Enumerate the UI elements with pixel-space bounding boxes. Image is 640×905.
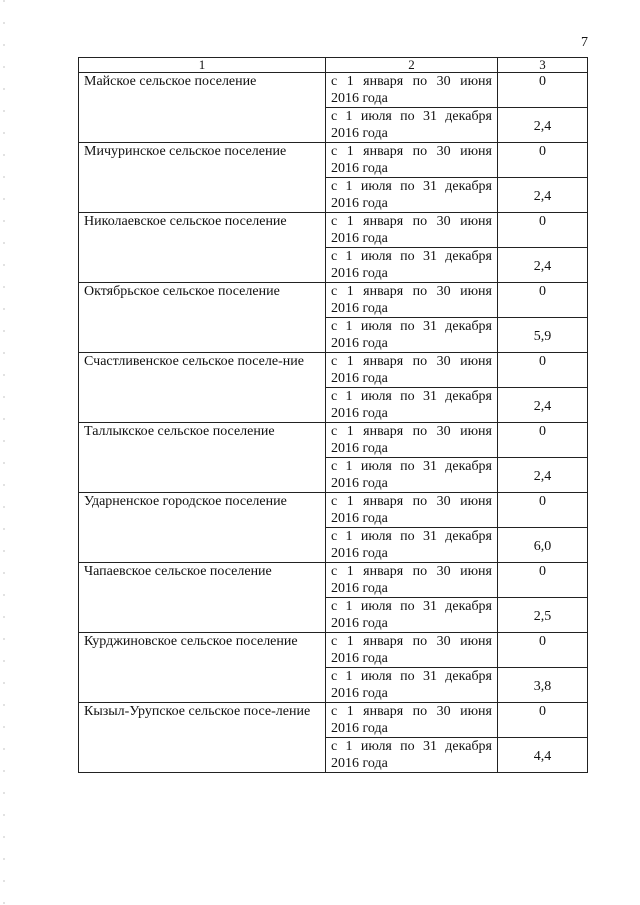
period-cell — [326, 563, 498, 598]
period-range: с 1 января по 30 июня — [331, 634, 492, 649]
period-year: 2016 года — [331, 196, 388, 211]
period-range: с 1 января по 30 июня — [331, 494, 492, 509]
rate-value: 2,4 — [498, 388, 588, 423]
period-cell — [326, 353, 498, 388]
period-year: 2016 года — [331, 616, 388, 631]
rate-value: 2,4 — [498, 108, 588, 143]
period-cell — [326, 213, 498, 248]
period-cell — [326, 248, 498, 283]
period-cell — [326, 178, 498, 213]
period-year: 2016 года — [331, 126, 388, 141]
period-year: 2016 года — [331, 686, 388, 701]
period-year: 2016 года — [331, 651, 388, 666]
period-year: 2016 года — [331, 336, 388, 351]
column-header-1: 1 — [79, 58, 326, 73]
table-row — [79, 423, 588, 458]
period-cell — [326, 668, 498, 703]
period-year: 2016 года — [331, 721, 388, 736]
settlement-name: Чапаевское сельское поселение — [79, 563, 326, 633]
period-cell — [326, 528, 498, 563]
column-header-3: 3 — [498, 58, 588, 73]
period-range: с 1 января по 30 июня — [331, 354, 492, 369]
period-year: 2016 года — [331, 91, 388, 106]
rate-value: 2,4 — [498, 248, 588, 283]
period-range: с 1 июля по 31 декабря — [331, 109, 492, 124]
period-range: с 1 января по 30 июня — [331, 424, 492, 439]
period-year: 2016 года — [331, 581, 388, 596]
table-row — [79, 73, 588, 108]
period-year: 2016 года — [331, 161, 388, 176]
period-range: с 1 января по 30 июня — [331, 564, 492, 579]
period-year: 2016 года — [331, 301, 388, 316]
table-row — [79, 703, 588, 738]
settlement-name: Мичуринское сельское поселение — [79, 143, 326, 213]
rate-value: 0 — [498, 143, 588, 178]
column-header-2: 2 — [326, 58, 498, 73]
rate-value: 2,5 — [498, 598, 588, 633]
table-row — [79, 353, 588, 388]
period-year: 2016 года — [331, 231, 388, 246]
rate-value: 0 — [498, 703, 588, 738]
table-row — [79, 283, 588, 318]
period-cell — [326, 633, 498, 668]
rate-value: 4,4 — [498, 738, 588, 773]
rate-value: 3,8 — [498, 668, 588, 703]
period-range: с 1 января по 30 июня — [331, 144, 492, 159]
period-cell — [326, 283, 498, 318]
settlement-name: Майское сельское поселение — [79, 73, 326, 143]
table-body — [79, 73, 588, 773]
period-cell — [326, 493, 498, 528]
period-cell — [326, 318, 498, 353]
period-cell — [326, 423, 498, 458]
rate-value: 0 — [498, 73, 588, 108]
period-year: 2016 года — [331, 511, 388, 526]
period-range: с 1 июля по 31 декабря — [331, 669, 492, 684]
period-cell — [326, 458, 498, 493]
period-range: с 1 июля по 31 декабря — [331, 319, 492, 334]
settlement-name: Счастливенское сельское поселе-ние — [79, 353, 326, 423]
period-range: с 1 января по 30 июня — [331, 704, 492, 719]
period-cell — [326, 143, 498, 178]
table-row — [79, 633, 588, 668]
table-row — [79, 143, 588, 178]
rate-value: 0 — [498, 563, 588, 598]
period-range: с 1 января по 30 июня — [331, 74, 492, 89]
period-cell — [326, 108, 498, 143]
settlement-name: Октябрьское сельское поселение — [79, 283, 326, 353]
period-range: с 1 июля по 31 декабря — [331, 599, 492, 614]
period-range: с 1 июля по 31 декабря — [331, 529, 492, 544]
rate-value: 5,9 — [498, 318, 588, 353]
period-cell — [326, 738, 498, 773]
period-year: 2016 года — [331, 756, 388, 771]
rate-value: 0 — [498, 353, 588, 388]
page-number: 7 — [581, 35, 588, 50]
settlement-name: Николаевское сельское поселение — [79, 213, 326, 283]
period-cell — [326, 388, 498, 423]
rate-value: 2,4 — [498, 178, 588, 213]
rate-value: 0 — [498, 633, 588, 668]
rate-value: 0 — [498, 213, 588, 248]
period-range: с 1 июля по 31 декабря — [331, 739, 492, 754]
rate-value: 6,0 — [498, 528, 588, 563]
period-range: с 1 января по 30 июня — [331, 284, 492, 299]
rate-value: 0 — [498, 283, 588, 318]
period-cell — [326, 73, 498, 108]
period-range: с 1 июля по 31 декабря — [331, 389, 492, 404]
period-range: с 1 июля по 31 декабря — [331, 459, 492, 474]
table-row — [79, 213, 588, 248]
period-range: с 1 июля по 31 декабря — [331, 249, 492, 264]
period-year: 2016 года — [331, 476, 388, 491]
period-range: с 1 января по 30 июня — [331, 214, 492, 229]
settlement-name: Таллыкское сельское поселение — [79, 423, 326, 493]
settlement-name: Кызыл-Урупское сельское посе-ление — [79, 703, 326, 773]
settlement-name: Курджиновское сельское поселение — [79, 633, 326, 703]
rate-value: 2,4 — [498, 458, 588, 493]
rate-value: 0 — [498, 423, 588, 458]
period-year: 2016 года — [331, 406, 388, 421]
period-year: 2016 года — [331, 441, 388, 456]
table-row — [79, 563, 588, 598]
period-range: с 1 июля по 31 декабря — [331, 179, 492, 194]
period-cell — [326, 703, 498, 738]
rate-value: 0 — [498, 493, 588, 528]
table-row — [79, 493, 588, 528]
rates-table — [78, 57, 588, 773]
period-cell — [326, 598, 498, 633]
scan-margin-marks — [3, 0, 5, 905]
period-year: 2016 года — [331, 371, 388, 386]
settlement-name: Ударненское городское поселение — [79, 493, 326, 563]
period-year: 2016 года — [331, 266, 388, 281]
period-year: 2016 года — [331, 546, 388, 561]
table-header-row — [79, 58, 588, 73]
